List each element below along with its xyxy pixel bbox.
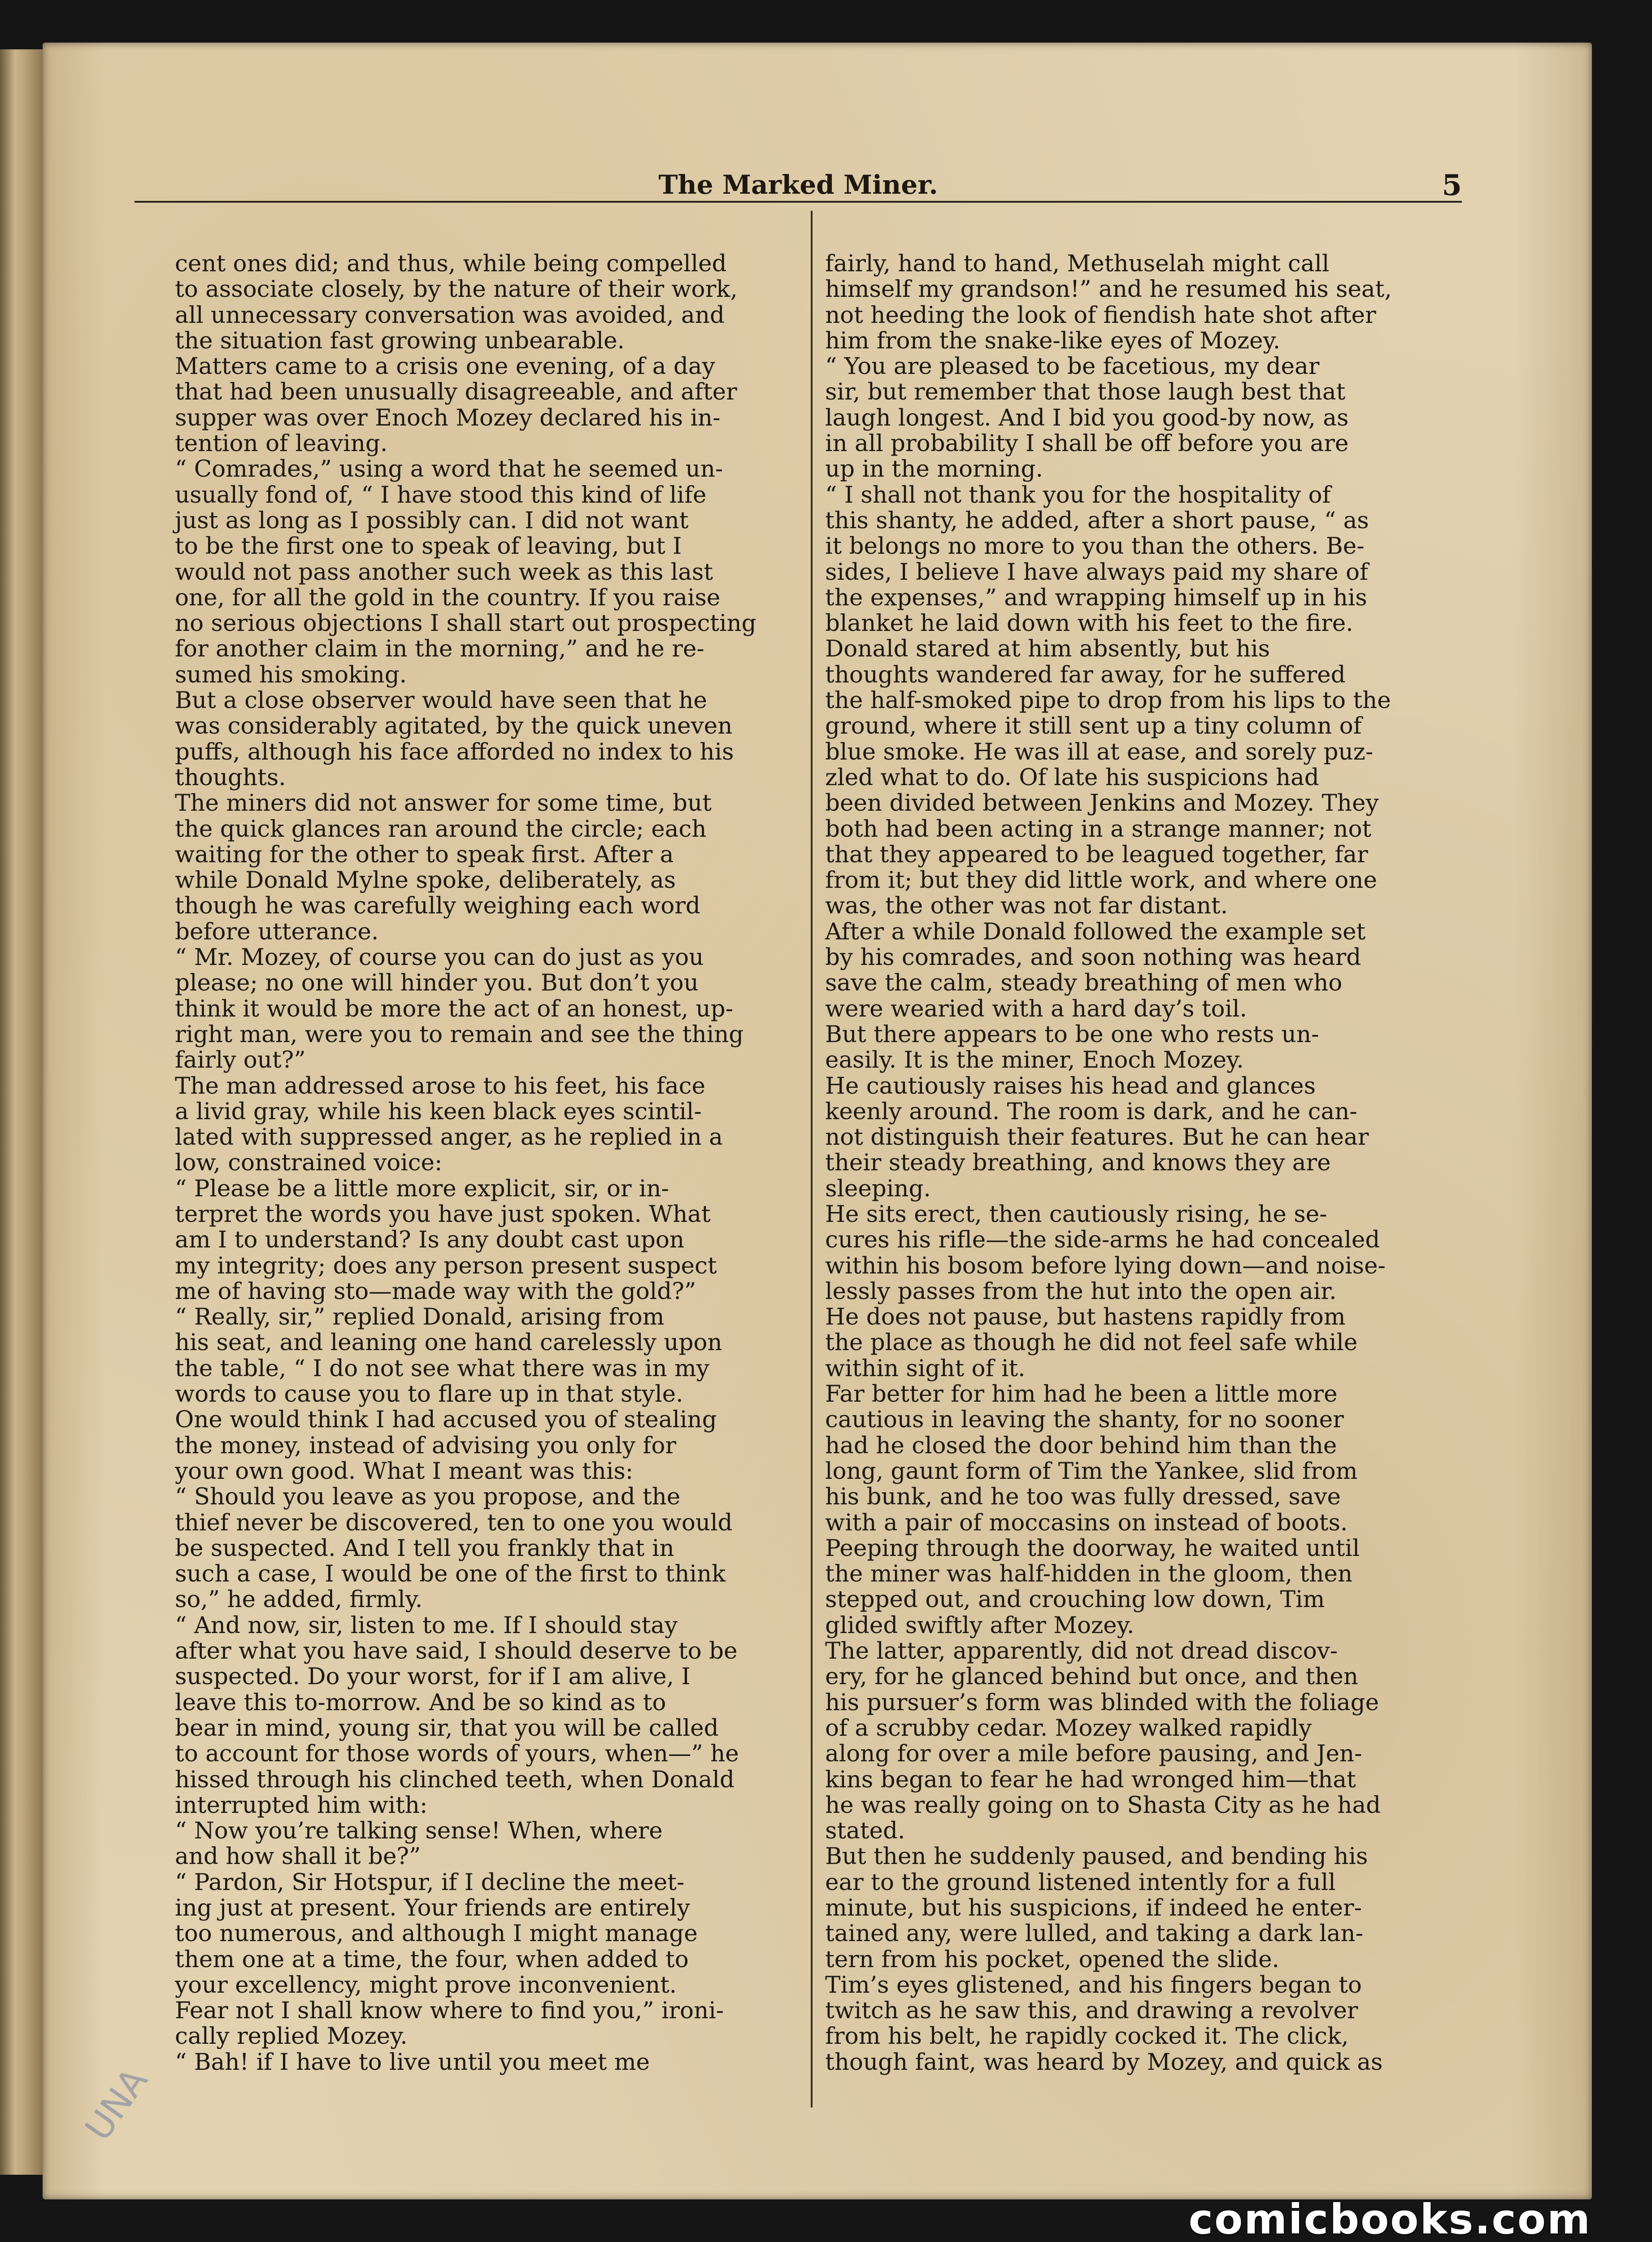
paragraph: cent ones did; and thus, while being compelled to associate closely, by the nature of their work, all unnecessary conversation was avoided, and the situation fast growing unbearable. [175,250,738,354]
site-watermark: comicbooks.com [1188,2195,1591,2242]
paragraph: “ Mr. Mozey, of course you can do just as you please; no one will hinder you. But don’t you think it would be more the act of an honest, up- right man, were you to remain and see the thing fairly out?” [175,944,744,1074]
paragraph: “ And now, sir, listen to me. If I should stay after what you have said, I should deserve to be suspected. Do your worst, for if I am alive, I leave this to-morrow. And be so kind as to bear in mind, young sir, that you will be called to account for those words of yours, when—” he hissed through his clinched teeth, when Donald interrupted him with: [175,1612,739,1819]
page-number: 5 [1442,169,1462,202]
paragraph: The latter, apparently, did not dread discov- ery, for he glanced behind but once, and then his pursuer’s form was blinded with the foliage of a scrubby cedar. Mozey walked rapidly along for over a mile before pausing, and Jen- kins began to fear he had wronged him—that he was really going on to Shasta City as he had stated. [825,1638,1381,1845]
paragraph: Far better for him had he been a little more cautious in leaving the shanty, for no sooner had he closed the door behind him than the long, gaunt form of Tim the Yankee, slid from his bunk, and he too was fully dressed, save with a pair of moccasins on instead of boots. [825,1381,1358,1536]
paragraph: But a close observer would have seen that he was considerably agitated, by the quick uneven puffs, although his face afforded no index to his thoughts. [175,687,734,791]
paragraph: He cautiously raises his head and glances keenly around. The room is dark, and he can- not distinguish their features. But he can hear their steady breathing, and knows they are sleeping. [825,1072,1369,1202]
margin-ink-mark: UNA [77,2060,156,2148]
paragraph: But there appears to be one who rests un- easily. It is the miner, Enoch Mozey. [825,1021,1319,1074]
book-spine [0,49,45,2175]
paragraph: Matters came to a crisis one evening, of a day that had been unusually disagreeable, and after supper was over Enoch Mozey declared his in- tention of leaving. [175,353,737,457]
paragraph: After a while Donald followed the example set by his comrades, and soon nothing was heard save the calm, steady breathing of men who were wearied with a hard day’s toil. [825,918,1366,1022]
left-column [175,251,800,2075]
paragraph: But then he suddenly paused, and bending his ear to the ground listened intently for a full minute, but his suspicions, if indeed he enter- tained any, were lulled, and taking a dark lan- tern from his pocket, opened the slide. [825,1843,1368,1973]
paragraph: “ I shall not thank you for the hospitality of this shanty, he added, after a short pause, “ as it belongs no more to you than the others. Be- sides, I believe I have always paid my share of the expenses,” and wrapping himself up in his blanket he laid down with his feet to the fire. [825,481,1369,637]
paragraph: “ You are pleased to be facetious, my dear sir, but remember that those laugh best that laugh longest. And I bid you good-by now, as in all probability I shall be off before you are up in the morning. [825,353,1349,483]
paragraph: “ Pardon, Sir Hotspur, if I decline the meet- ing just at present. Your friends are entirely too numerous, and although I might manage them one at a time, the four, when added to your excellency, might prove inconvenient. Fear not I shall know where to find you,” ironi- cally replied Mozey. [175,1868,724,2050]
paragraph: “ Really, sir,” replied Donald, arising from his seat, and leaning one hand carelessly upon the table, “ I do not see what there was in my words to cause you to flare up in that style. One would think I had accused you of stealing the money, instead of advising you only for your own good. What I meant was this: [175,1303,722,1485]
paragraph: Peeping through the doorway, he waited until the miner was half-hidden in the gloom, then stepped out, and crouching low down, Tim glided swiftly after Mozey. [825,1534,1360,1639]
column-rule [811,211,813,2107]
paragraph: Tim’s eyes glistened, and his fingers began to twitch as he saw this, and drawing a revolver from his belt, he rapidly cocked it. The click, though faint, was heard by Mozey, and quick as [825,1971,1383,2076]
running-title: The Marked Miner. [658,169,938,200]
paragraph: Donald stared at him absently, but his thoughts wandered far away, for he suffered the half-smoked pipe to drop from his lips to the ground, where it still sent up a tiny column of blue smoke. He was ill at ease, and sorely puz- zled what to do. Of late his suspicions had been divided between Jenkins and Mozey. They both had been acting in a strange manner; not that they appeared to be leagued together, far from it; but they did little work, and where one was, the other was not far distant. [825,635,1391,920]
paragraph: “ Should you leave as you propose, and the thief never be discovered, ten to one you would be suspected. And I tell you frankly that in such a case, I would be one of the first to think so,” he added, firmly. [175,1483,733,1613]
paragraph: “ Now you’re talking sense! When, where and how shall it be?” [175,1817,663,1870]
right-column [825,251,1451,2075]
paragraph: The miners did not answer for some time, but the quick glances ran around the circle; each waiting for the other to speak first. After a while Donald Mylne spoke, deliberately, as though he was carefully weighing each word before utterance. [175,790,712,945]
paragraph: “ Comrades,” using a word that he seemed un- usually fond of, “ I have stood this kind of life just as long as I possibly can. I did not want to be the first one to speak of leaving, but I would not pass another such week as this last one, for all the gold in the country. If you raise no serious objections I shall start out prospecting for another claim in the morning,” and he re- sumed his smoking. [175,456,756,688]
running-head [135,169,1462,203]
paragraph: “ Please be a little more explicit, sir, or in- terpret the words you have just spoken. What am I to understand? Is any doubt cast upon my integrity; does any person present suspect me of having sto—made way with the gold?” [175,1175,717,1305]
paragraph: The man addressed arose to his feet, his face a livid gray, while his keen black eyes scintil- lated with suppressed anger, as he replied in a low, constrained voice: [175,1072,723,1177]
paragraph: He does not pause, but hastens rapidly from the place as though he did not feel safe while within sight of it. [825,1303,1358,1382]
paragraph: “ Bah! if I have to live until you meet me [175,2048,650,2076]
paragraph: He sits erect, then cautiously rising, he se- cures his rifle—the side-arms he had concealed within his bosom before lying down—and noise- lessly passes from the hut into the open air. [825,1200,1386,1305]
paragraph: fairly, hand to hand, Methuselah might call himself my grandson!” and he resumed his seat, not heeding the look of fiendish hate shot after him from the snake-like eyes of Mozey. [825,250,1392,354]
